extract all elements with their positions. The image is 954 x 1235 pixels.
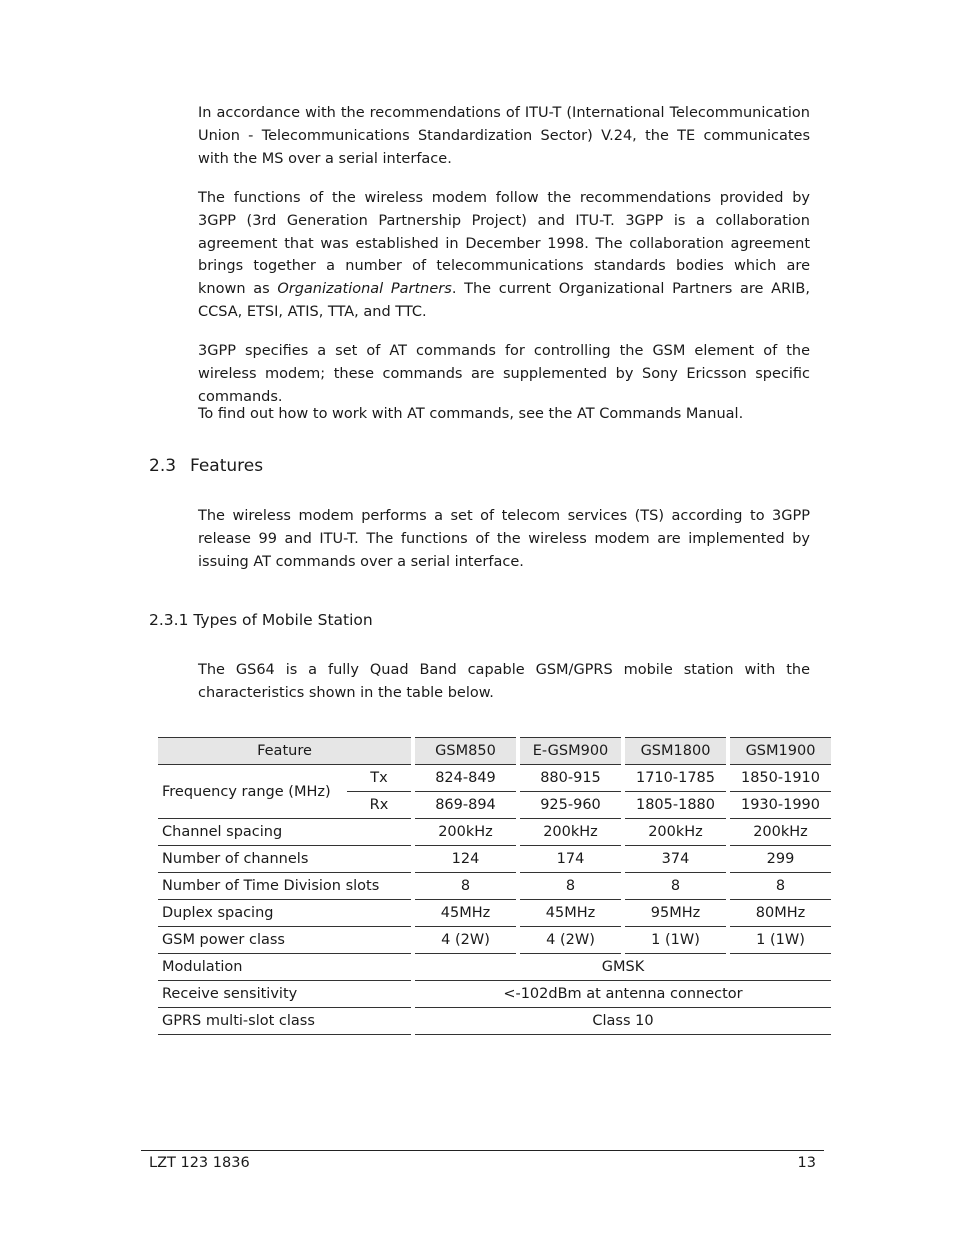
cell-span-value: Class 10: [415, 1008, 831, 1035]
cell-value: 80MHz: [730, 900, 831, 927]
header-cell-band: GSM850: [415, 737, 516, 765]
footer-divider: [141, 1150, 824, 1151]
table-row: [158, 927, 831, 954]
section-title: Features: [190, 456, 264, 476]
paragraph-manual-ref: To find out how to work with AT commands, see the AT Commands Manual.: [198, 406, 744, 422]
paragraph-at-commands: 3GPP specifies a set of AT commands for controlling the GSM element of the wireless modem; these commands are supplemented by Sony Ericsson specific commands.: [198, 343, 810, 405]
cell-value: 45MHz: [415, 900, 516, 927]
row-label: Channel spacing: [158, 819, 411, 846]
cell-value: 374: [625, 846, 726, 873]
row-label-frequency: Frequency range (MHz): [158, 765, 347, 819]
table-row-span: [158, 954, 831, 981]
paragraph-3gpp: [198, 187, 810, 324]
cell-value: 8: [520, 873, 621, 900]
row-label: Number of Time Division slots: [158, 873, 411, 900]
cell-value: 925-960: [520, 792, 621, 819]
table-row: [158, 900, 831, 927]
row-label: Receive sensitivity: [158, 981, 411, 1008]
cell-value: 824-849: [415, 765, 516, 792]
table-header-row: [158, 737, 831, 765]
cell-value: 200kHz: [625, 819, 726, 846]
cell-value: 174: [520, 846, 621, 873]
table-row-span: [158, 1008, 831, 1035]
row-sublabel-rx: Rx: [347, 792, 411, 819]
cell-value: 1850-1910: [730, 765, 831, 792]
row-label: GSM power class: [158, 927, 411, 954]
cell-value: 8: [625, 873, 726, 900]
footer-page-number: 13: [797, 1155, 816, 1171]
header-cell-feature: Feature: [158, 737, 411, 765]
p2-text-before: The functions of the wireless modem follow the recommendations provided by 3GPP (3rd Generation Partnership Project) and ITU-T. 3GPP is a collaboration agreement that was established in December 1998. The collaboration agreement brings together a number of telecommunications standards bodies which are known as: [198, 190, 810, 298]
cell-value: 8: [730, 873, 831, 900]
cell-value: 4 (2W): [520, 927, 621, 954]
row-label: Modulation: [158, 954, 411, 981]
cell-value: 4 (2W): [415, 927, 516, 954]
row-sublabel-tx: Tx: [347, 765, 411, 792]
table-row-tx: [158, 765, 831, 792]
header-cell-band: GSM1900: [730, 737, 831, 765]
cell-value: 869-894: [415, 792, 516, 819]
section-number: 2.3: [149, 456, 177, 476]
row-label: Number of channels: [158, 846, 411, 873]
cell-value: 95MHz: [625, 900, 726, 927]
cell-value: 299: [730, 846, 831, 873]
subsection-heading: 2.3.1 Types of Mobile Station: [149, 611, 373, 629]
cell-value: 45MHz: [520, 900, 621, 927]
cell-value: 200kHz: [520, 819, 621, 846]
cell-value: 880-915: [520, 765, 621, 792]
cell-value: 1805-1880: [625, 792, 726, 819]
cell-value: 1 (1W): [730, 927, 831, 954]
table-row: [158, 819, 831, 846]
p2-text-after: . The current Organizational Partners are ARIB, CCSA, ETSI, ATIS, TTA, and TTC.: [198, 281, 810, 320]
cell-value: 8: [415, 873, 516, 900]
intro-paragraph-itu: In accordance with the recommendations of ITU-T (International Telecommunication Union - Telecommunications Standardization Sector) V.24, the TE communicates with the MS over a serial interface.: [198, 105, 810, 167]
cell-span-value: GMSK: [415, 954, 831, 981]
cell-value: 1930-1990: [730, 792, 831, 819]
spec-table: [158, 737, 831, 1035]
cell-value: 200kHz: [730, 819, 831, 846]
row-label: GPRS multi-slot class: [158, 1008, 411, 1035]
header-cell-band: GSM1800: [625, 737, 726, 765]
cell-value: 1 (1W): [625, 927, 726, 954]
row-label: Duplex spacing: [158, 900, 411, 927]
header-cell-band: E-GSM900: [520, 737, 621, 765]
p2-italic-term: Organizational Partners: [277, 281, 452, 298]
cell-value: 200kHz: [415, 819, 516, 846]
table-row-span: [158, 981, 831, 1008]
footer-doc-number: LZT 123 1836: [149, 1155, 250, 1171]
paragraph-gs64: The GS64 is a fully Quad Band capable GSM/GPRS mobile station with the characteristics shown in the table below.: [198, 662, 810, 701]
cell-value: 1710-1785: [625, 765, 726, 792]
paragraph-features: The wireless modem performs a set of telecom services (TS) according to 3GPP release 99 and ITU-T. The functions of the wireless modem are implemented by issuing AT commands over a serial interface.: [198, 508, 810, 570]
table-row: [158, 846, 831, 873]
cell-value: 124: [415, 846, 516, 873]
cell-span-value: <-102dBm at antenna connector: [415, 981, 831, 1008]
section-heading: [149, 456, 263, 476]
table-row: [158, 873, 831, 900]
